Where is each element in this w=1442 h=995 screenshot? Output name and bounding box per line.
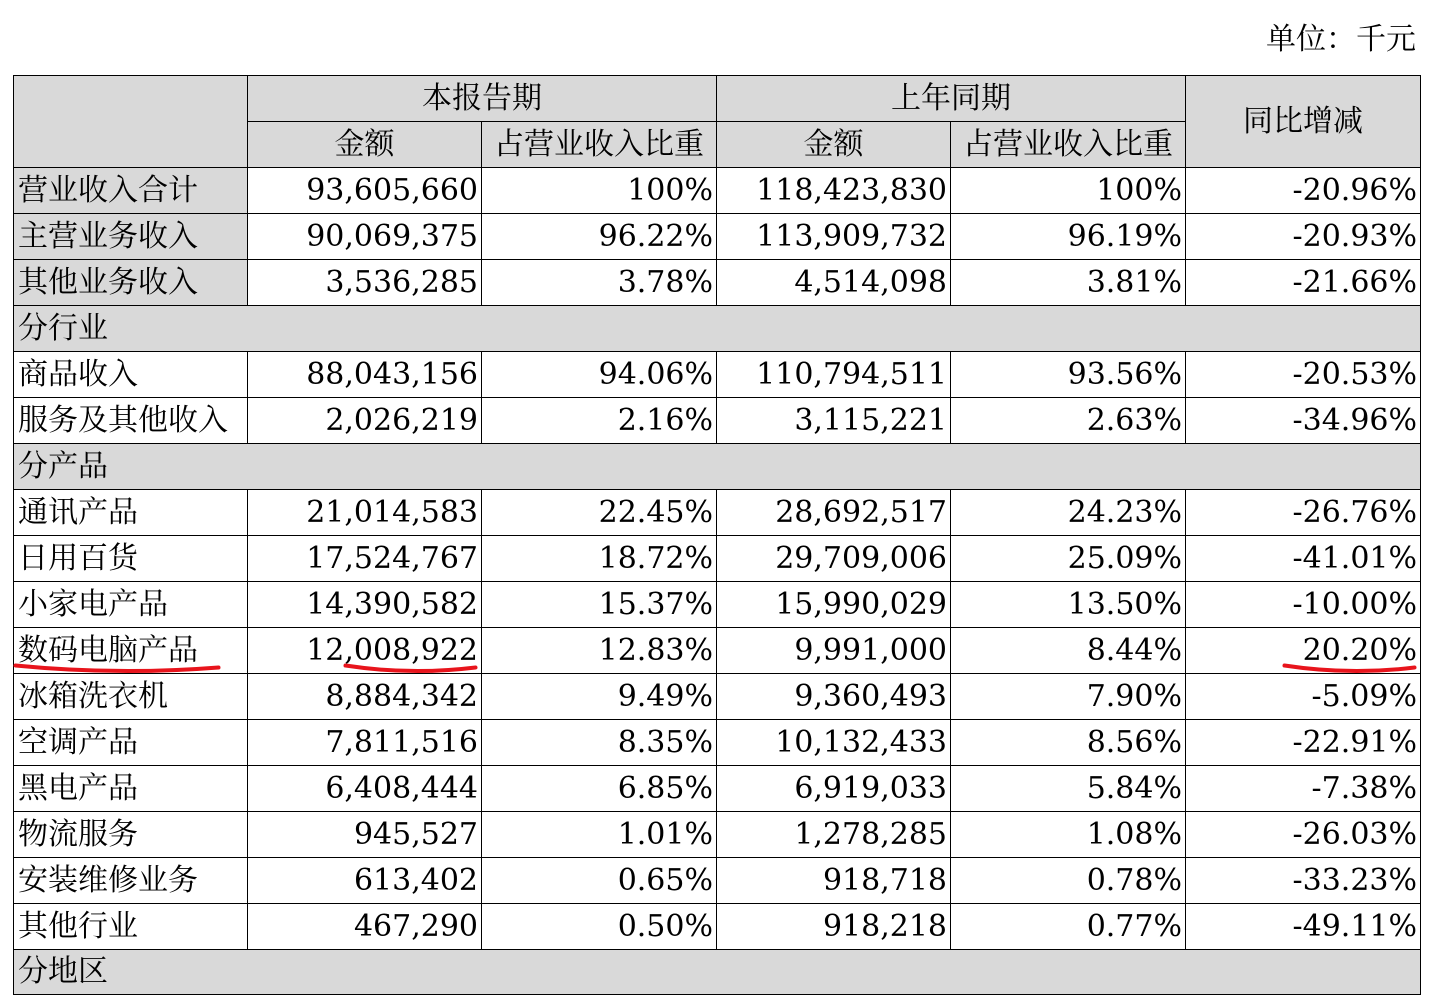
current-share-cell: 9.49% bbox=[482, 674, 717, 720]
row-label: 营业收入合计 bbox=[14, 168, 248, 214]
current-amount-cell: 88,043,156 bbox=[248, 352, 482, 398]
current-amount-cell: 93,605,660 bbox=[248, 168, 482, 214]
current-amount-cell: 467,290 bbox=[248, 904, 482, 950]
row-label: 通讯产品 bbox=[14, 490, 248, 536]
prior-amount-cell: 918,718 bbox=[717, 858, 951, 904]
prior-share-cell: 0.77% bbox=[951, 904, 1186, 950]
row-label: 物流服务 bbox=[14, 812, 248, 858]
yoy-change-cell: -20.93% bbox=[1186, 214, 1421, 260]
yoy-change-cell: -5.09% bbox=[1186, 674, 1421, 720]
yoy-change-cell: -21.66% bbox=[1186, 260, 1421, 306]
current-share-cell: 8.35% bbox=[482, 720, 717, 766]
current-share-cell: 0.50% bbox=[482, 904, 717, 950]
current-share-cell: 2.16% bbox=[482, 398, 717, 444]
prior-amount-cell: 9,991,000 bbox=[717, 628, 951, 674]
row-label: 数码电脑产品 bbox=[14, 628, 248, 674]
prior-share-cell: 96.19% bbox=[951, 214, 1186, 260]
prior-share-cell: 93.56% bbox=[951, 352, 1186, 398]
row-label: 其他业务收入 bbox=[14, 260, 248, 306]
table-row bbox=[14, 490, 1421, 536]
prior-amount-cell: 9,360,493 bbox=[717, 674, 951, 720]
current-amount-cell: 945,527 bbox=[248, 812, 482, 858]
table-row bbox=[14, 352, 1421, 398]
table-row bbox=[14, 858, 1421, 904]
row-label: 冰箱洗衣机 bbox=[14, 674, 248, 720]
row-label: 商品收入 bbox=[14, 352, 248, 398]
current-amount-cell: 8,884,342 bbox=[248, 674, 482, 720]
table-row bbox=[14, 536, 1421, 582]
yoy-change-cell: -10.00% bbox=[1186, 582, 1421, 628]
current-share-cell: 94.06% bbox=[482, 352, 717, 398]
yoy-change-cell: -22.91% bbox=[1186, 720, 1421, 766]
prior-share-cell: 100% bbox=[951, 168, 1186, 214]
current-share-cell: 1.01% bbox=[482, 812, 717, 858]
table-body bbox=[14, 168, 1421, 995]
current-share-cell: 18.72% bbox=[482, 536, 717, 582]
row-label: 主营业务收入 bbox=[14, 214, 248, 260]
yoy-change-cell: -26.03% bbox=[1186, 812, 1421, 858]
current-amount-cell: 6,408,444 bbox=[248, 766, 482, 812]
row-label: 黑电产品 bbox=[14, 766, 248, 812]
yoy-change-cell: -41.01% bbox=[1186, 536, 1421, 582]
yoy-change-cell: -20.96% bbox=[1186, 168, 1421, 214]
prior-amount-cell: 113,909,732 bbox=[717, 214, 951, 260]
row-label: 日用百货 bbox=[14, 536, 248, 582]
prior-share-cell: 13.50% bbox=[951, 582, 1186, 628]
prior-share-cell: 8.56% bbox=[951, 720, 1186, 766]
current-share-cell: 96.22% bbox=[482, 214, 717, 260]
prior-amount-cell: 118,423,830 bbox=[717, 168, 951, 214]
unit-label: 单位：千元 bbox=[1266, 22, 1416, 57]
header-prior-period: 上年同期 bbox=[717, 76, 1186, 122]
prior-amount-cell: 6,919,033 bbox=[717, 766, 951, 812]
current-amount-cell: 3,536,285 bbox=[248, 260, 482, 306]
section-label: 分产品 bbox=[14, 444, 1421, 490]
current-share-cell: 6.85% bbox=[482, 766, 717, 812]
row-label: 服务及其他收入 bbox=[14, 398, 248, 444]
prior-share-cell: 25.09% bbox=[951, 536, 1186, 582]
header-yoy-change: 同比增减 bbox=[1186, 76, 1421, 168]
table-row bbox=[14, 214, 1421, 260]
table-row bbox=[14, 674, 1421, 720]
row-label: 小家电产品 bbox=[14, 582, 248, 628]
prior-share-cell: 8.44% bbox=[951, 628, 1186, 674]
current-amount-cell: 14,390,582 bbox=[248, 582, 482, 628]
yoy-change-cell: -49.11% bbox=[1186, 904, 1421, 950]
yoy-change-cell: -26.76% bbox=[1186, 490, 1421, 536]
table-row bbox=[14, 168, 1421, 214]
prior-share-cell: 24.23% bbox=[951, 490, 1186, 536]
section-label: 分地区 bbox=[14, 950, 1421, 995]
prior-amount-cell: 15,990,029 bbox=[717, 582, 951, 628]
current-amount-cell: 21,014,583 bbox=[248, 490, 482, 536]
table-row bbox=[14, 628, 1421, 674]
prior-amount-cell: 918,218 bbox=[717, 904, 951, 950]
current-share-cell: 0.65% bbox=[482, 858, 717, 904]
header-prior-share: 占营业收入比重 bbox=[951, 122, 1186, 168]
current-share-cell: 3.78% bbox=[482, 260, 717, 306]
prior-amount-cell: 29,709,006 bbox=[717, 536, 951, 582]
table-row bbox=[14, 720, 1421, 766]
header-prior-amount: 金额 bbox=[717, 122, 951, 168]
section-row bbox=[14, 950, 1421, 995]
table-row bbox=[14, 260, 1421, 306]
prior-share-cell: 3.81% bbox=[951, 260, 1186, 306]
current-share-cell: 15.37% bbox=[482, 582, 717, 628]
prior-share-cell: 2.63% bbox=[951, 398, 1186, 444]
prior-share-cell: 0.78% bbox=[951, 858, 1186, 904]
current-share-cell: 100% bbox=[482, 168, 717, 214]
current-amount-cell: 17,524,767 bbox=[248, 536, 482, 582]
section-row bbox=[14, 444, 1421, 490]
table-row bbox=[14, 582, 1421, 628]
header-blank bbox=[14, 76, 248, 168]
current-amount-cell: 2,026,219 bbox=[248, 398, 482, 444]
current-share-cell: 12.83% bbox=[482, 628, 717, 674]
row-label: 空调产品 bbox=[14, 720, 248, 766]
table-row bbox=[14, 812, 1421, 858]
prior-share-cell: 5.84% bbox=[951, 766, 1186, 812]
table-row bbox=[14, 398, 1421, 444]
row-label: 安装维修业务 bbox=[14, 858, 248, 904]
row-label: 其他行业 bbox=[14, 904, 248, 950]
prior-amount-cell: 1,278,285 bbox=[717, 812, 951, 858]
prior-amount-cell: 3,115,221 bbox=[717, 398, 951, 444]
yoy-change-cell: -7.38% bbox=[1186, 766, 1421, 812]
table-row bbox=[14, 766, 1421, 812]
prior-amount-cell: 4,514,098 bbox=[717, 260, 951, 306]
prior-share-cell: 7.90% bbox=[951, 674, 1186, 720]
revenue-table bbox=[13, 75, 1421, 995]
current-amount-cell: 12,008,922 bbox=[248, 628, 482, 674]
header-current-amount: 金额 bbox=[248, 122, 482, 168]
prior-amount-cell: 110,794,511 bbox=[717, 352, 951, 398]
prior-amount-cell: 28,692,517 bbox=[717, 490, 951, 536]
yoy-change-cell: -33.23% bbox=[1186, 858, 1421, 904]
yoy-change-cell: -20.53% bbox=[1186, 352, 1421, 398]
section-label: 分行业 bbox=[14, 306, 1421, 352]
prior-amount-cell: 10,132,433 bbox=[717, 720, 951, 766]
current-amount-cell: 613,402 bbox=[248, 858, 482, 904]
section-row bbox=[14, 306, 1421, 352]
header-current-share: 占营业收入比重 bbox=[482, 122, 717, 168]
current-amount-cell: 7,811,516 bbox=[248, 720, 482, 766]
header-current-period: 本报告期 bbox=[248, 76, 717, 122]
current-share-cell: 22.45% bbox=[482, 490, 717, 536]
yoy-change-cell: -34.96% bbox=[1186, 398, 1421, 444]
table-row bbox=[14, 904, 1421, 950]
prior-share-cell: 1.08% bbox=[951, 812, 1186, 858]
yoy-change-cell: 20.20% bbox=[1186, 628, 1421, 674]
current-amount-cell: 90,069,375 bbox=[248, 214, 482, 260]
